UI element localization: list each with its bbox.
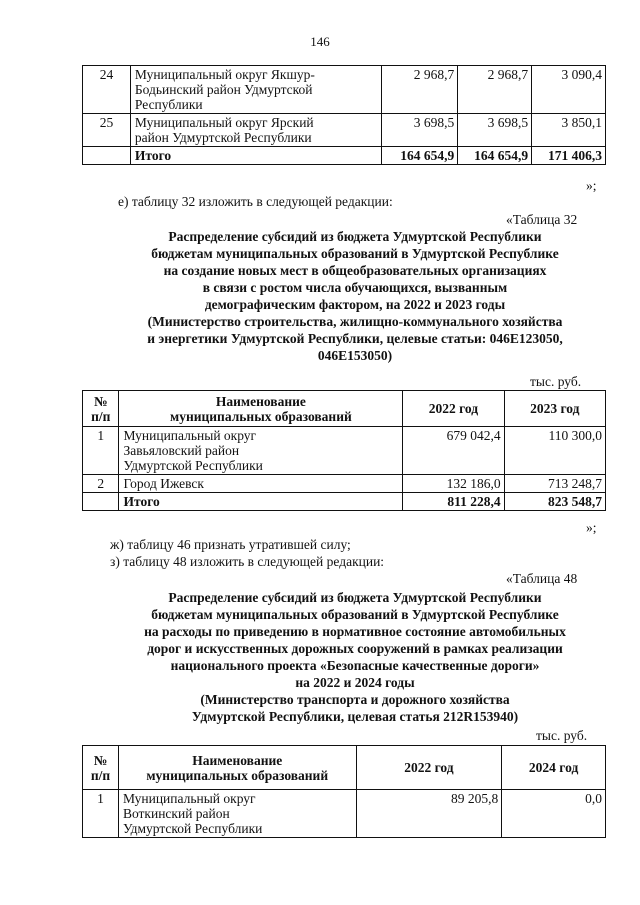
table-32: [82, 390, 606, 511]
value-cell: 3 850,1: [532, 114, 606, 147]
value-cell: 132 186,0: [403, 475, 504, 493]
closing-quote: »;: [586, 520, 597, 535]
name-line: Бодьинский район Удмуртской: [134, 82, 313, 97]
header-year-2: 2023 год: [504, 391, 605, 427]
value-cell: 3 090,4: [532, 66, 606, 114]
paragraph-e: е) таблицу 32 изложить в следующей редакции:: [118, 194, 393, 209]
paragraph-zh: ж) таблицу 46 признать утратившей силу;: [110, 537, 351, 552]
name-line: Муниципальный округ Якшур-: [134, 67, 315, 82]
name-line: Завьяловский район: [123, 443, 240, 458]
header-year-1: 2022 год: [356, 746, 502, 790]
title-line: 046Е153050): [317, 348, 393, 363]
title-line: дорог и искусственных дорожных сооружений в рамках реализации: [147, 641, 563, 656]
municipality-name: [118, 790, 356, 838]
name-line: Муниципальный округ: [122, 791, 256, 806]
value-cell: 2 968,7: [458, 66, 532, 114]
row-number: 24: [83, 66, 131, 114]
row-number: 1: [83, 790, 119, 838]
table-row: [83, 114, 606, 147]
title-line: Удмуртской Республики, целевая статья 212R153940): [191, 709, 519, 724]
total-value: 164 654,9: [458, 147, 532, 165]
header-year-1: 2022 год: [403, 391, 504, 427]
unit-label: тыс. руб.: [536, 728, 588, 743]
empty-cell: [83, 147, 131, 165]
title-line: бюджетам муниципальных образований в Удмуртской Республике: [151, 607, 559, 622]
total-label: Итого: [119, 493, 403, 511]
name-line: Муниципальный округ: [123, 428, 257, 443]
total-value: 811 228,4: [403, 493, 504, 511]
row-number: 1: [83, 427, 119, 475]
table-row: [83, 427, 606, 475]
name-line: Удмуртской Республики: [122, 821, 263, 836]
value-cell: 110 300,0: [504, 427, 605, 475]
name-line: Республики: [134, 97, 203, 112]
municipality-name: [130, 66, 381, 114]
title-line: демографическим фактором, на 2022 и 2023 годы: [204, 297, 506, 312]
table-row: [83, 790, 606, 838]
value-cell: 0,0: [502, 790, 606, 838]
name-line: Муниципальный округ Ярский: [134, 115, 314, 130]
name-line: Воткинский район: [122, 806, 230, 821]
value-cell: 89 205,8: [356, 790, 502, 838]
title-line: и энергетики Удмуртской Республики, целевые статьи: 046Е123050,: [147, 331, 563, 346]
table-header-row: [83, 746, 606, 790]
value-cell: 2 968,7: [382, 66, 458, 114]
value-cell: 679 042,4: [403, 427, 504, 475]
table-48-title: [60, 589, 640, 725]
closing-quote: »;: [586, 178, 597, 193]
table-48: [82, 745, 606, 838]
total-label: Итого: [130, 147, 381, 165]
header-number: № п/п: [83, 746, 119, 790]
municipality-name: [130, 114, 381, 147]
title-line: в связи с ростом числа обучающихся, вызванным: [202, 280, 508, 295]
table-row: [83, 475, 606, 493]
table-32-reference: «Таблица 32: [506, 212, 578, 227]
name-line: район Удмуртской Республики: [134, 130, 312, 145]
value-cell: 3 698,5: [458, 114, 532, 147]
total-value: 171 406,3: [532, 147, 606, 165]
title-line: национального проекта «Безопасные качественные дороги»: [170, 658, 540, 673]
table-total-row: [83, 147, 606, 165]
title-line: Распределение субсидий из бюджета Удмуртской Республики: [168, 590, 542, 605]
row-number: 25: [83, 114, 131, 147]
table-total-row: [83, 493, 606, 511]
table-header-row: [83, 391, 606, 427]
unit-label: тыс. руб.: [530, 374, 582, 389]
title-line: Распределение субсидий из бюджета Удмуртской Республики: [168, 229, 542, 244]
title-line: (Министерство строительства, жилищно-коммунального хозяйства: [147, 314, 563, 329]
municipality-name: [119, 475, 403, 493]
table-continuation: [82, 65, 606, 165]
header-name: Наименование муниципальных образований: [119, 391, 403, 427]
title-line: (Министерство транспорта и дорожного хозяйства: [200, 692, 510, 707]
value-cell: 3 698,5: [382, 114, 458, 147]
title-line: на создание новых мест в общеобразовательных организациях: [163, 263, 547, 278]
title-line: на 2022 и 2024 годы: [295, 675, 415, 690]
table-row: [83, 66, 606, 114]
header-name: Наименование муниципальных образований: [118, 746, 356, 790]
header-year-2: 2024 год: [502, 746, 606, 790]
name-line: Удмуртской Республики: [123, 458, 263, 473]
page-number: 146: [310, 34, 330, 49]
header-number: № п/п: [83, 391, 119, 427]
empty-cell: [83, 493, 119, 511]
total-value: 823 548,7: [504, 493, 605, 511]
municipality-name: [119, 427, 403, 475]
paragraph-z: з) таблицу 48 изложить в следующей редакции:: [110, 554, 385, 569]
table-32-title: [60, 228, 640, 364]
title-line: бюджетам муниципальных образований в Удмуртской Республике: [151, 246, 559, 261]
row-number: 2: [83, 475, 119, 493]
title-line: на расходы по приведению в нормативное состояние автомобильных: [144, 624, 566, 639]
total-value: 164 654,9: [382, 147, 458, 165]
value-cell: 713 248,7: [504, 475, 605, 493]
table-48-reference: «Таблица 48: [506, 571, 578, 586]
name-line: Город Ижевск: [123, 476, 204, 491]
